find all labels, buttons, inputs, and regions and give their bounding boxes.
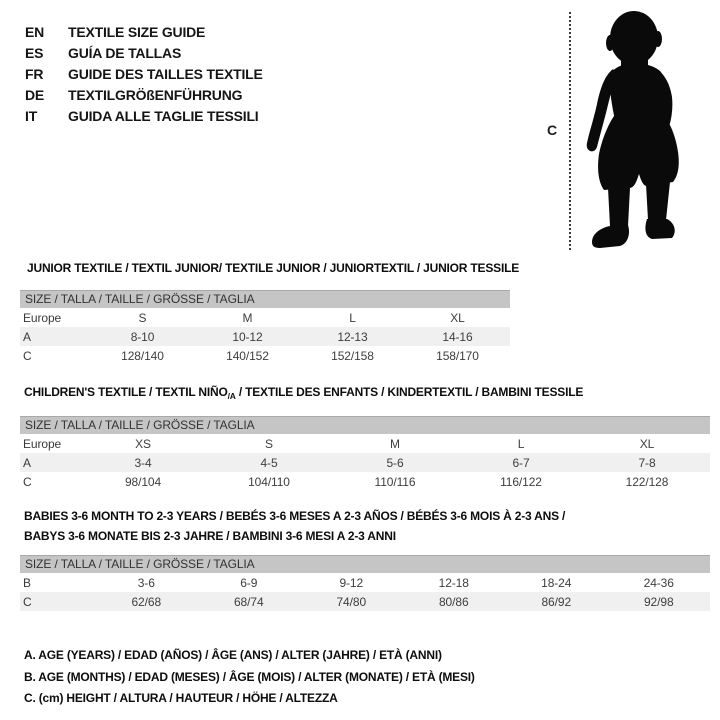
- section-babies: [20, 506, 710, 611]
- language-title: GUÍA DE TALLAS: [68, 44, 182, 61]
- table-cell: 68/74: [233, 594, 264, 609]
- section-title-babies-line2: BABYS 3-6 MONATE BIS 2-3 JAHRE / BAMBINI 3-6 MESI A 2-3 ANNI: [24, 529, 396, 543]
- table-cell: L: [517, 436, 525, 451]
- table-cell: 3-4: [134, 455, 152, 470]
- table-cell: 128/140: [121, 348, 164, 363]
- table-cell: 14-16: [442, 329, 473, 344]
- table-row: [20, 346, 510, 365]
- row-label-cell: B: [23, 575, 31, 590]
- title-text: / TEXTILE DES ENFANTS / KINDERTEXTIL / BAMBINI TESSILE: [235, 385, 584, 399]
- junior-size-table: [20, 308, 510, 365]
- table-cell: 7-8: [638, 455, 656, 470]
- footnotes: [24, 645, 475, 710]
- footnote-a: A. AGE (YEARS) / EDAD (AÑOS) / ÂGE (ANS) / ALTER (JAHRE) / ETÀ (ANNI): [24, 648, 442, 662]
- size-header-bar: SIZE / TALLA / TAILLE / GRÖSSE / TAGLIA: [20, 290, 510, 308]
- language-title: GUIDE DES TAILLES TEXTILE: [68, 65, 263, 82]
- table-cell: 6-7: [512, 455, 530, 470]
- size-header-bar: SIZE / TALLA / TAILLE / GRÖSSE / TAGLIA: [20, 416, 710, 434]
- row-label-cell: Europe: [23, 436, 62, 451]
- footnote-c: C. (cm) HEIGHT / ALTURA / HAUTEUR / HÖHE / ALTEZZA: [24, 691, 338, 706]
- row-label-cell: A: [23, 455, 31, 470]
- figure-height-label: C: [547, 122, 558, 138]
- table-cell: 92/98: [643, 594, 674, 609]
- height-dotted-line: [569, 12, 571, 250]
- table-row: [20, 592, 710, 611]
- table-cell: 18-24: [541, 575, 572, 590]
- table-row: [20, 434, 710, 453]
- language-code: DE: [25, 86, 45, 103]
- table-cell: S: [138, 310, 147, 325]
- child-silhouette-icon: [577, 6, 705, 252]
- language-row: [25, 63, 263, 84]
- section-title-junior: JUNIOR TEXTILE / TEXTIL JUNIOR/ TEXTILE JUNIOR / JUNIORTEXTIL / JUNIOR TESSILE: [27, 261, 520, 275]
- language-row: [25, 21, 263, 42]
- table-cell: 122/128: [625, 474, 669, 489]
- table-cell: M: [390, 436, 400, 451]
- row-label-cell: Europe: [23, 310, 62, 325]
- row-label-cell: C: [23, 594, 32, 609]
- table-cell: 8-10: [130, 329, 155, 344]
- table-cell: XL: [450, 310, 465, 325]
- table-cell: 4-5: [260, 455, 278, 470]
- language-title: TEXTILE SIZE GUIDE: [68, 23, 206, 40]
- table-cell: 116/122: [500, 474, 542, 489]
- language-title: GUIDA ALLE TAGLIE TESSILI: [68, 107, 259, 124]
- row-label-cell: A: [23, 329, 31, 344]
- table-row: [20, 327, 510, 346]
- table-cell: 74/80: [336, 594, 367, 609]
- table-cell: 3-6: [137, 575, 155, 590]
- table-cell: S: [265, 436, 273, 451]
- table-cell: 6-9: [240, 575, 258, 590]
- section-title-babies-line1: BABIES 3-6 MONTH TO 2-3 YEARS / BEBÉS 3-6 MESES A 2-3 AÑOS / BÉBÉS 3-6 MOIS À 2-3 ANS /: [24, 509, 566, 523]
- language-code: ES: [25, 44, 44, 61]
- footnote-b: B. AGE (MONTHS) / EDAD (MESES) / ÂGE (MOIS) / ALTER (MONATE) / ETÀ (MESI): [24, 669, 475, 684]
- row-label-cell: C: [23, 474, 32, 489]
- table-row: [20, 573, 710, 592]
- table-row: [20, 453, 710, 472]
- table-cell: M: [242, 310, 253, 325]
- row-label-cell: C: [23, 348, 32, 363]
- table-row: [20, 472, 710, 491]
- table-cell: 5-6: [386, 455, 404, 470]
- children-size-table: [20, 434, 710, 491]
- babies-size-table: [20, 573, 710, 611]
- language-code: EN: [25, 23, 45, 40]
- section-junior: [20, 261, 520, 365]
- table-cell: 12-13: [337, 329, 368, 344]
- table-cell: 98/104: [124, 474, 162, 489]
- table-row: [20, 308, 510, 327]
- table-cell: 104/110: [248, 474, 290, 489]
- table-cell: 62/68: [131, 594, 162, 609]
- language-row: [25, 105, 263, 126]
- table-cell: 80/86: [438, 594, 469, 609]
- title-text: CHILDREN'S TEXTILE / TEXTIL NIÑO: [24, 385, 228, 399]
- title-subscript: /A: [227, 391, 236, 401]
- table-cell: XS: [135, 436, 151, 451]
- table-cell: 140/152: [226, 348, 269, 363]
- table-cell: 86/92: [541, 594, 572, 609]
- table-cell: 12-18: [438, 575, 469, 590]
- table-cell: 158/170: [436, 348, 479, 363]
- table-cell: 152/158: [331, 348, 374, 363]
- size-header-bar: SIZE / TALLA / TAILLE / GRÖSSE / TAGLIA: [20, 555, 710, 573]
- table-cell: XL: [639, 436, 655, 451]
- table-cell: 24-36: [643, 575, 674, 590]
- language-code: FR: [25, 65, 44, 82]
- section-children: [20, 385, 710, 491]
- table-cell: 110/116: [374, 474, 416, 489]
- section-title-children: [24, 385, 710, 403]
- language-code: IT: [25, 107, 38, 124]
- table-cell: 10-12: [232, 329, 263, 344]
- table-cell: 9-12: [339, 575, 364, 590]
- language-row: [25, 42, 263, 63]
- table-cell: L: [349, 310, 356, 325]
- language-title: TEXTILGRÖßENFÜHRUNG: [68, 86, 243, 103]
- language-row: [25, 84, 263, 105]
- language-list: [25, 21, 263, 126]
